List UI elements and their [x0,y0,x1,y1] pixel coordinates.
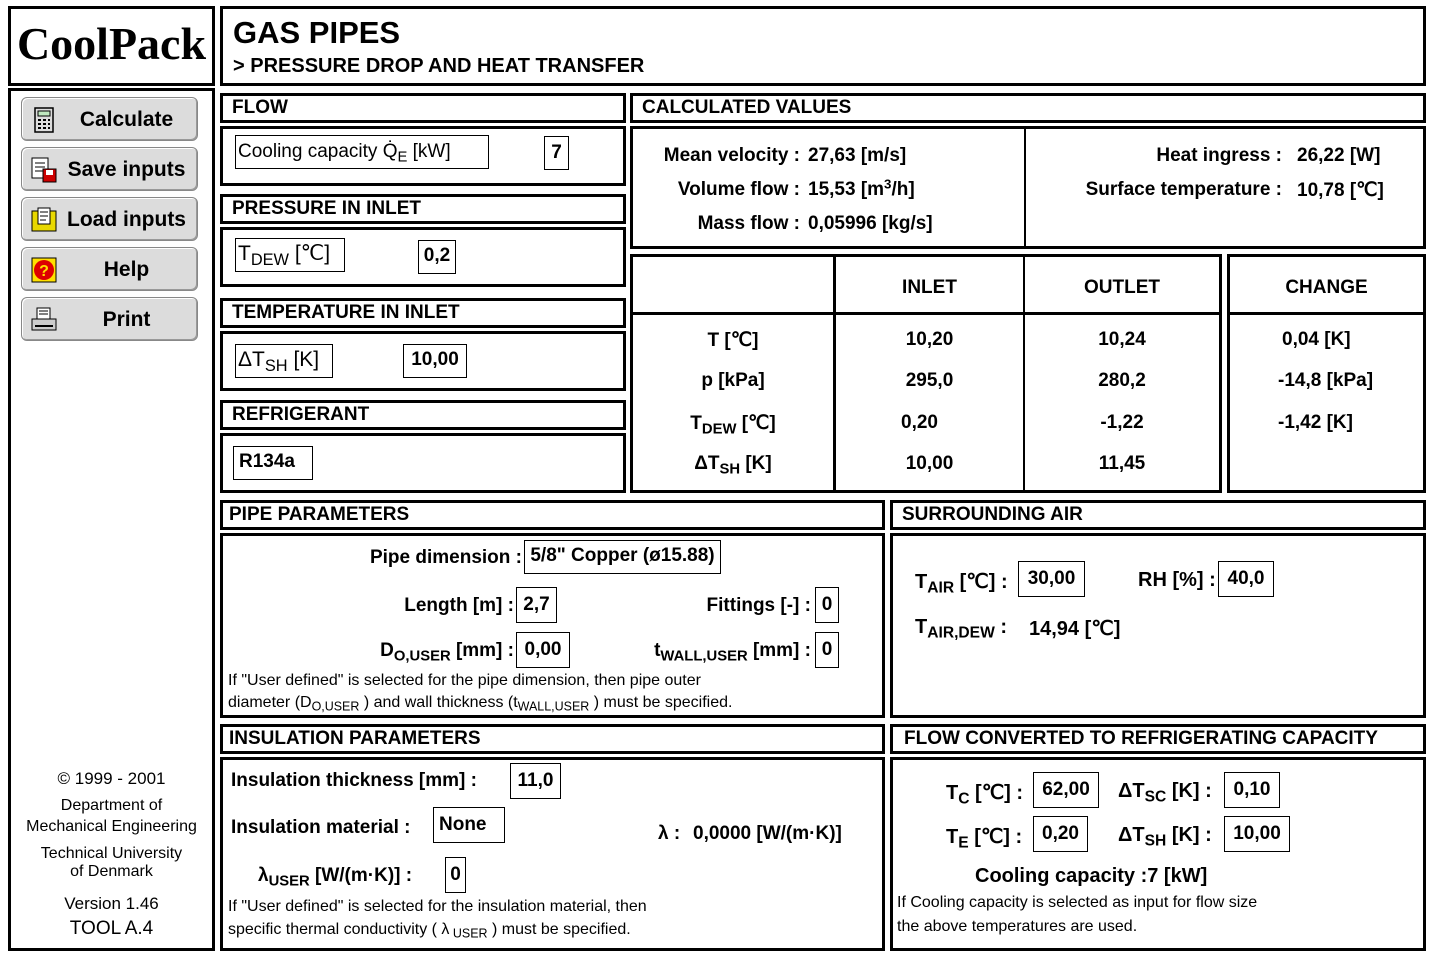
tc-input[interactable]: 62,00 [1033,772,1099,808]
pressure-inlet-input[interactable]: 0,2 [418,240,456,274]
cooling-capacity-result: Cooling capacity :7 [kW] [975,865,1208,887]
col-header-outlet: OUTLET [1084,277,1160,298]
pipe-dimension-label: Pipe dimension : [369,547,522,568]
copyright-text: © 1999 - 2001 [57,769,166,788]
volume-flow-exponent: 3 [884,176,892,192]
insulation-material-label: Insulation material : [231,817,411,838]
rh-input[interactable]: 40,0 [1218,561,1274,597]
pressure-unit: [℃] [294,242,331,265]
tool-text: TOOL A.4 [69,918,154,939]
row-label-t: T [℃] [707,330,759,351]
version-text: Version 1.46 [64,894,159,913]
tc-unit: [℃] : [975,782,1024,804]
row-label-tdew-unit: [℃] [741,413,776,434]
department-line-2: Mechanical Engineering [26,818,197,835]
dtsc-label: $\Delta T_{SC}$ [K] : [1118,780,1212,806]
mass-flow-label: Mass flow : [697,213,800,234]
sidebar-credits [8,768,215,939]
page-title: GAS PIPES [233,15,401,50]
outlet-p: 280,2 [1098,370,1146,391]
load-inputs-icon [31,207,57,233]
svg-text:?: ? [39,263,49,280]
lambda-label: λ : [658,823,681,844]
printer-icon [31,307,57,333]
pressure-type-selector[interactable] [235,238,345,272]
university-line-1: Technical University [40,845,183,862]
change-header-divider [1230,312,1423,315]
surface-temperature-label: Surface temperature : [1085,179,1282,200]
converted-note-line-1: If Cooling capacity is selected as input for flow size [897,894,1258,911]
flow-type-text: Cooling capacity [238,141,378,162]
do-user-input[interactable]: 0,00 [516,632,570,668]
tair-label: $T_{AIR}$ [℃] : [915,571,1008,597]
length-label: Length [m] : [404,595,514,616]
calculator-icon [31,107,57,133]
results-table-change [1227,254,1426,493]
pipe-note-line-2: diameter ($D_{O,USER}$ ) and wall thickness ($t_{WALL,USER}$ ) must be specified. [228,694,733,714]
flow-type-unit: [kW] [412,141,451,162]
page-subtitle: > PRESSURE DROP AND HEAT TRANSFER [233,55,645,77]
tair-dew-label: $T_{AIR,DEW}$ : [915,616,1008,642]
heat-ingress-value: 26,22 [W] [1297,145,1381,166]
calculated-values-header: CALCULATED VALUES [630,93,1426,123]
row-label-tdew: $T_{DEW}$ [℃] [690,413,776,438]
save-inputs-label: Save inputs [67,158,186,181]
insulation-note-line-1: If "User defined" is selected for the insulation material, then [228,898,647,915]
title-box [220,6,1426,86]
print-button[interactable] [21,297,198,341]
do-user-label: $D_{O,USER}$ [mm] : [380,640,514,665]
lambda-value: 0,0000 [W/(m·K)] [693,823,842,844]
volume-flow-unit: /h] [891,179,915,200]
dtsc-input[interactable]: 0,10 [1224,772,1280,808]
col-header-change: CHANGE [1285,277,1368,298]
lambda-user-input[interactable]: 0 [445,857,466,893]
help-button[interactable] [21,247,198,291]
logo-box [8,6,215,86]
calc-divider [1024,129,1026,246]
temperature-inlet-input[interactable]: 10,00 [403,344,467,378]
inlet-dtsh: 10,00 [905,453,954,474]
save-inputs-icon [31,157,57,183]
pipe-parameters-header: PIPE PARAMETERS [220,500,885,530]
insulation-thickness-label: Insulation thickness [mm] : [231,770,477,791]
surface-temperature-value: 10,78 [℃] [1297,180,1384,201]
insulation-parameters-panel [220,757,885,951]
do-user-unit: [mm] : [455,640,514,661]
pipe-note-part-c: ) must be specified. [589,694,733,711]
flow-header: FLOW [220,93,626,123]
surrounding-air-header: SURROUNDING AIR [890,500,1426,530]
mean-velocity-value: 27,63 [m/s] [808,145,907,166]
temperature-inlet-panel [220,331,626,391]
insulation-parameters-header: INSULATION PARAMETERS [220,724,885,754]
te-unit: [℃] : [974,826,1023,848]
pipe-dimension-selector[interactable]: 5/8" Copper (ø15.88) [524,540,721,574]
temperature-type-selector[interactable] [235,344,333,378]
calculate-button[interactable] [21,97,198,141]
fittings-input[interactable]: 0 [815,587,839,623]
twall-user-input[interactable]: 0 [815,632,839,668]
mass-flow-value: 0,05996 [kg/s] [808,213,933,234]
outlet-dtsh: 11,45 [1098,453,1146,474]
te-label: $T_E$ [℃] : [946,826,1023,852]
inlet-t: 10,20 [905,329,954,350]
refrigerant-header: REFRIGERANT [220,400,626,430]
surrounding-air-panel [890,533,1426,718]
flow-panel [220,126,626,186]
heat-ingress-label: Heat ingress : [1156,145,1282,166]
lambda-user-label: $\lambda_{USER}$ [W/(m·K)] : [258,865,413,890]
table-header-divider [633,312,1219,315]
tair-input[interactable]: 30,00 [1018,561,1085,597]
outlet-t: 10,24 [1098,329,1146,350]
insulation-note-part-b: ) must be specified. [487,921,631,938]
pipe-note-part-b: ) and wall thickness (t [359,694,518,711]
change-tdew: -1,42 [K] [1278,412,1353,433]
tair-dew-value: 14,94 [℃] [1029,618,1121,640]
row-label-dtsh-unit: [K] [745,453,772,474]
save-inputs-button[interactable] [21,147,198,191]
volume-flow-value [808,176,915,201]
temperature-inlet-header: TEMPERATURE IN INLET [220,298,626,328]
refrigerant-selector[interactable]: R134a [233,446,313,480]
dtsh-conv-unit: [K] : [1171,824,1212,846]
inlet-p: 295,0 [905,370,954,391]
fittings-label: Fittings [-] : [706,595,811,616]
qe-symbol: $Q̇_E$ [382,141,408,166]
dtsc-unit: [K] : [1171,780,1212,802]
print-label: Print [102,308,151,331]
insulation-thickness-input[interactable]: 11,0 [510,763,561,799]
flow-value-input[interactable]: 7 [544,136,569,170]
length-input[interactable]: 2,7 [516,587,557,623]
pipe-note-part-a: diameter (D [228,694,312,711]
load-inputs-button[interactable] [21,197,198,241]
twall-user-unit: [mm] : [752,640,811,661]
outlet-tdew: -1,22 [1100,412,1144,433]
te-input[interactable]: 0,20 [1033,816,1088,852]
pipe-note-line-1: If "User defined" is selected for the pipe dimension, then pipe outer [228,672,701,689]
dtsh-conv-input[interactable]: 10,00 [1224,816,1290,852]
flow-converted-header: FLOW CONVERTED TO REFRIGERATING CAPACITY [890,724,1426,754]
app-logo: CoolPack [16,18,207,69]
flow-converted-panel [890,757,1426,951]
tair-unit: [℃] : [959,571,1008,593]
pressure-inlet-header: PRESSURE IN INLET [220,194,626,224]
dtsh-conv-label: $\Delta T_{SH}$ [K] : [1118,824,1212,850]
tc-label: $T_C$ [℃] : [946,782,1024,808]
calculated-values-panel [630,126,1426,249]
volume-flow-label: Volume flow : [677,179,800,200]
help-icon [31,257,57,283]
help-label: Help [103,258,150,281]
twall-user-label: $t_{WALL,USER}$ [mm] : [654,640,811,665]
converted-note-line-2: the above temperatures are used. [897,918,1138,935]
pipe-parameters-panel [220,533,885,718]
results-table-main [630,254,1222,493]
insulation-note-line-2: specific thermal conductivity ( λ $_{USER}$ ) must be specified. [228,921,631,941]
dtsh-symbol: $\Delta T_{SH}$ [238,348,288,375]
change-t: 0,04 [K] [1282,329,1351,350]
load-inputs-label: Load inputs [67,208,186,231]
insulation-material-selector[interactable]: None [433,807,505,843]
refrigerant-panel [220,433,626,493]
volume-flow-number: 15,53 [m [808,179,885,200]
row-label-dtsh: $\Delta T_{SH}$ [K] [694,453,772,478]
inlet-tdew: 0,20 [901,412,938,433]
lambda-user-unit: [W/(m·K)] : [315,865,413,886]
mean-velocity-label: Mean velocity : [663,145,800,166]
temperature-unit: [K] [293,348,320,371]
flow-type-selector[interactable] [235,135,489,169]
pressure-inlet-panel [220,227,626,287]
university-line-2: of Denmark [70,863,153,880]
calculate-label: Calculate [79,108,174,131]
tdew-symbol: $T_{DEW}$ [238,242,289,269]
change-p: -14,8 [kPa] [1278,370,1374,391]
department-line-1: Department of [60,797,163,814]
insulation-note-part-a: specific thermal conductivity ( λ [228,921,450,938]
rh-label: RH [%] : [1138,569,1216,591]
col-header-inlet: INLET [902,277,957,298]
row-label-p: p [kPa] [701,370,765,391]
